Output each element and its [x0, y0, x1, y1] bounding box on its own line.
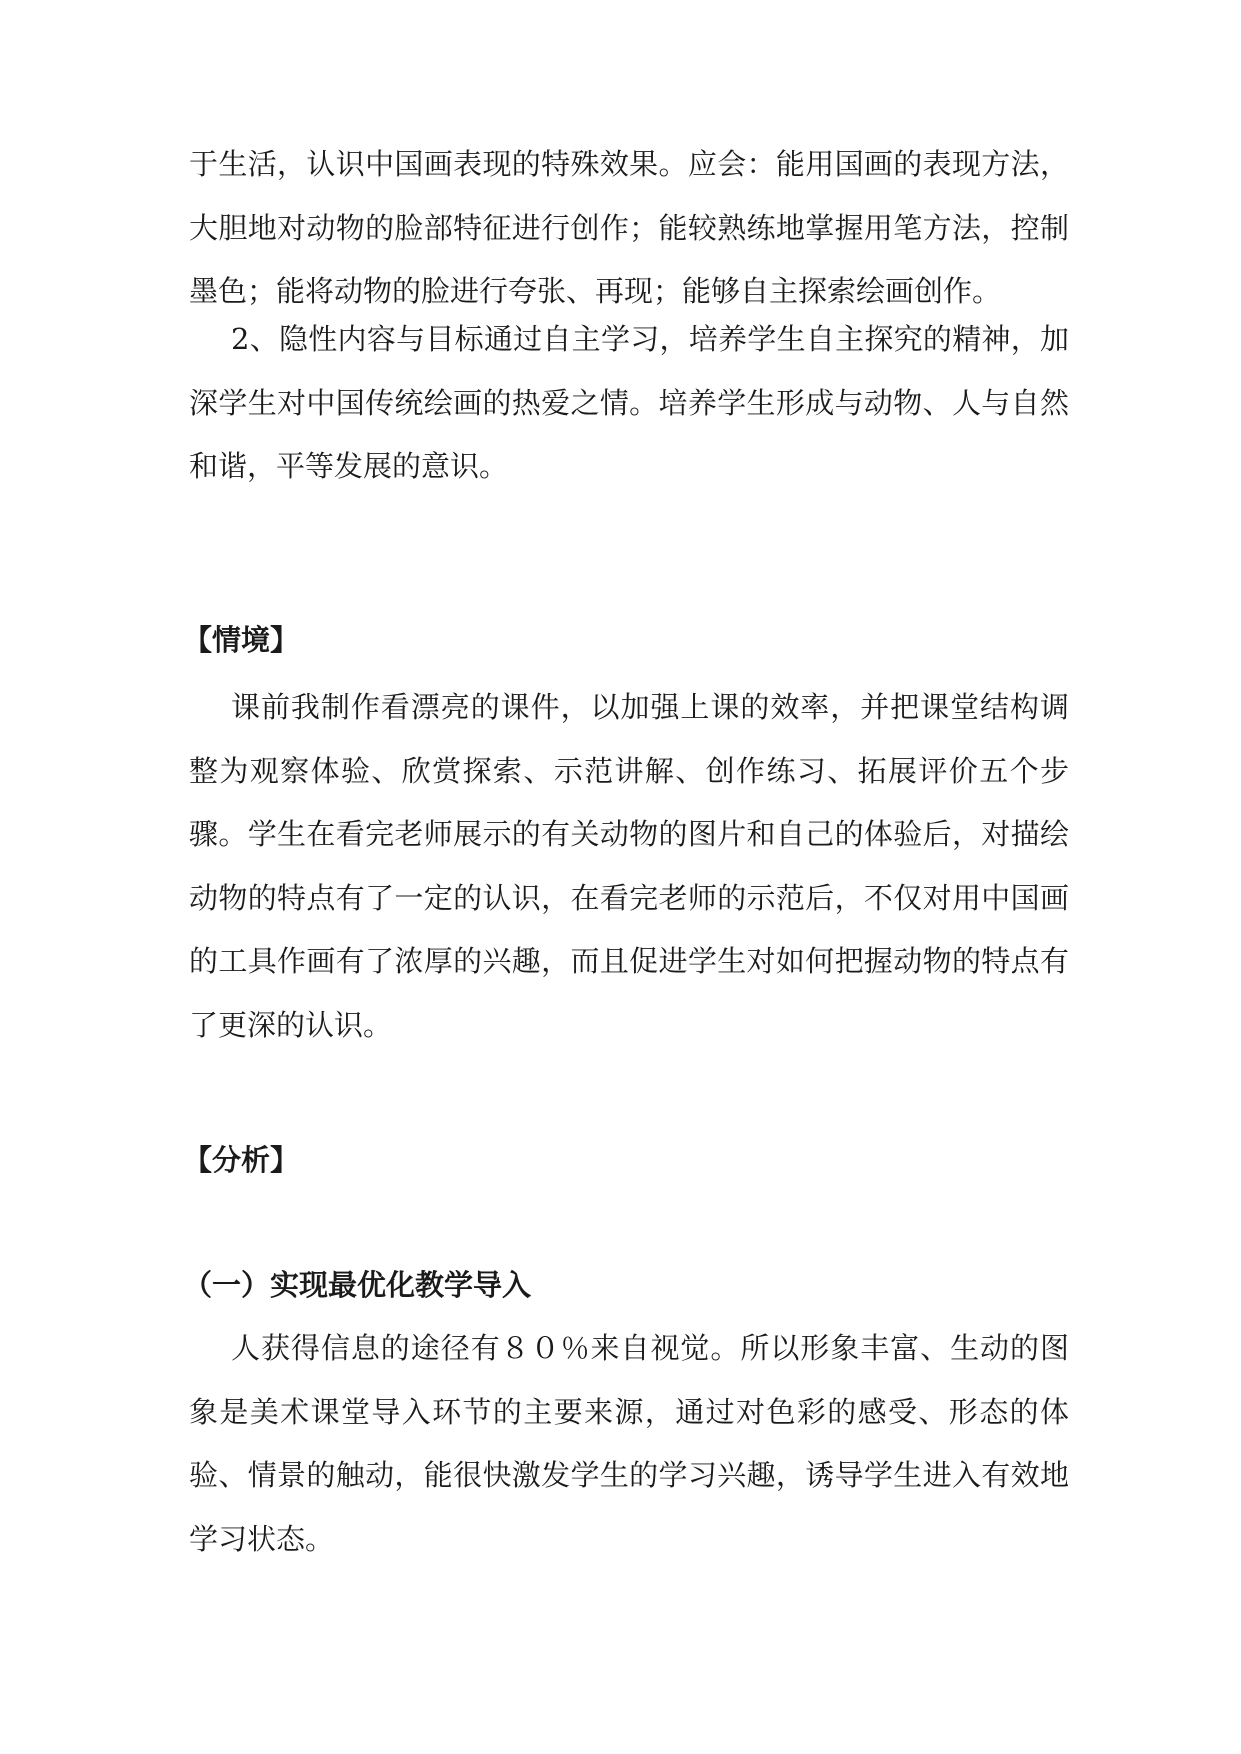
paragraph-implicit-goals: 2、隐性内容与目标通过自主学习，培养学生自主探究的精神，加深学生对中国传统绘画的热爱之情。培养学生形成与动物、人与自然和谐，平等发展的意识。 [189, 322, 1069, 483]
section-heading-analysis: 【分析】 [183, 1143, 300, 1177]
paragraph-continuation: 于生活，认识中国画表现的特殊效果。应会：能用国画的表现方法，大胆地对动物的脸部特征进行创作；能较熟练地掌握用笔方法，控制墨色；能将动物的脸进行夸张、再现；能够自主探索绘画创作。 [189, 147, 1069, 308]
paragraph-visual-intro: 人获得信息的途径有８０％来自视觉。所以形象丰富、生动的图象是美术课堂导入环节的主要来源，通过对色彩的感受、形态的体验、情景的触动，能很快激发学生的学习兴趣，诱导学生进入有效地学习状态。 [189, 1331, 1069, 1556]
subsection-heading-teaching-intro: （一）实现最优化教学导入 [183, 1268, 532, 1302]
section-heading-situation: 【情境】 [183, 623, 300, 657]
paragraph-situation: 课前我制作看漂亮的课件，以加强上课的效率，并把课堂结构调整为观察体验、欣赏探索、示范讲解、创作练习、拓展评价五个步骤。学生在看完老师展示的有关动物的图片和自己的体验后，对描绘动物的特点有了一定的认识，在看完老师的示范后，不仅对用中国画的工具作画有了浓厚的兴趣，而且促进学生对如何把握动物的特点有了更深的认识。 [189, 690, 1069, 1042]
